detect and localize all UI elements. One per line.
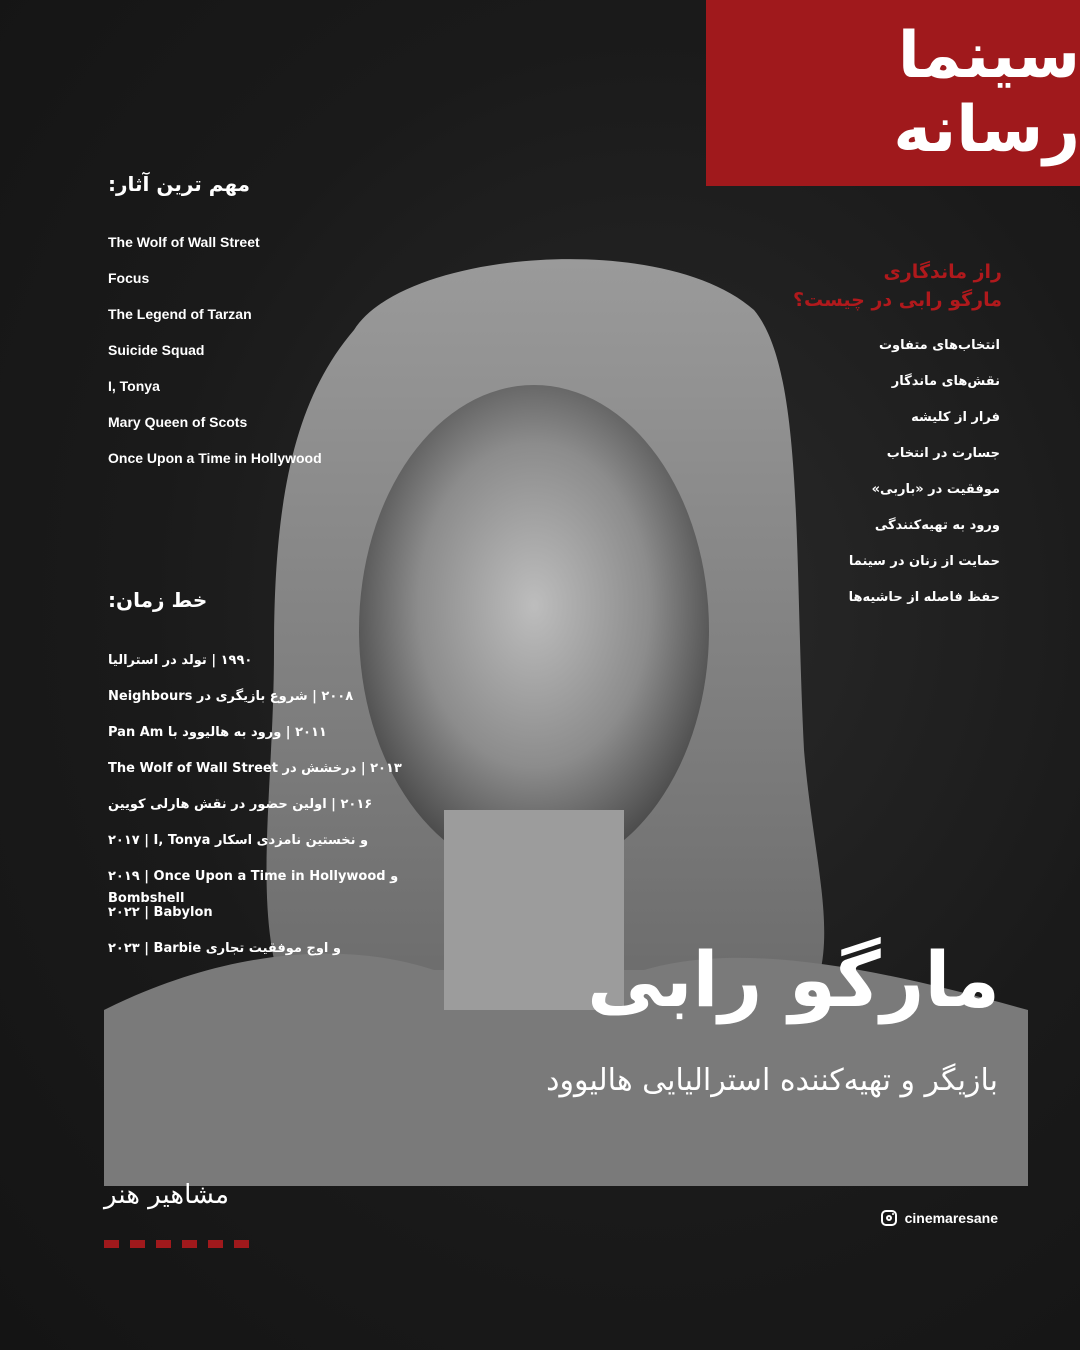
timeline-item: ۲۰۲۳ | Barbie و اوج موفقیت تجاری (108, 941, 341, 956)
hero-name: مارگو رابی (587, 935, 1000, 1024)
secret-title (793, 258, 1002, 314)
list-item: جسارت در انتخاب (886, 446, 1000, 461)
timeline-item: ۲۰۱۷ | I, Tonya و نخستین نامزدی اسکار (108, 833, 369, 848)
timeline-item: ۲۰۱۹ | Once Upon a Time in Hollywood و Bombshell (108, 869, 399, 906)
timeline-item: ۲۰۲۲ | Babylon (108, 905, 213, 920)
works-title: مهم ترین آثار: (108, 172, 251, 196)
timeline-item: ۲۰۱۳ | درخشش در The Wolf of Wall Street (108, 761, 402, 776)
list-item: The Legend of Tarzan (108, 306, 252, 322)
list-item: نقش‌های ماندگار (891, 374, 1000, 389)
secret-title-line1: راز ماندگاری (883, 261, 1002, 283)
list-item: I, Tonya (108, 378, 160, 394)
list-item: فرار از کلیشه (911, 410, 1000, 425)
timeline-item: ۲۰۱۱ | ورود به هالیوود با Pan Am (108, 725, 327, 740)
secret-title-line2: مارگو رابی در چیست؟ (792, 289, 1002, 311)
timeline-item: ۱۹۹۰ | تولد در استرالیا (108, 653, 253, 668)
list-item: حفظ فاصله از حاشیه‌ها (848, 590, 1000, 605)
brand-logo (706, 0, 1080, 186)
secret-list (849, 336, 1000, 624)
timeline-item: ۲۰۰۸ | شروع بازیگری در Neighbours (108, 689, 354, 704)
list-item: Focus (108, 270, 150, 286)
instagram-link[interactable] (881, 1210, 998, 1226)
hero-subtitle: بازیگر و تهیه‌کننده استرالیایی هالیوود (546, 1063, 998, 1098)
decorative-dashes (104, 1240, 249, 1248)
list-item: The Wolf of Wall Street (108, 234, 260, 250)
category-label: مشاهیر هنر (104, 1180, 230, 1210)
instagram-handle: cinemaresane (904, 1210, 998, 1226)
list-item: انتخاب‌های متفاوت (878, 338, 1000, 353)
list-item: Suicide Squad (108, 342, 205, 358)
timeline-item: ۲۰۱۶ | اولین حضور در نقش هارلی کویین (108, 797, 373, 812)
list-item: Once Upon a Time in Hollywood (108, 450, 322, 466)
timeline-title: خط زمان: (108, 588, 208, 612)
list-item: Mary Queen of Scots (108, 414, 248, 430)
instagram-icon (881, 1210, 897, 1226)
list-item: ورود به تهیه‌کنندگی (874, 518, 1000, 533)
list-item: موفقیت در «باربی» (871, 482, 1000, 497)
works-list (108, 232, 322, 484)
logo-text: سینما رسانه (893, 19, 1080, 167)
list-item: حمایت از زنان در سینما (848, 554, 1000, 569)
timeline-list (108, 650, 438, 974)
